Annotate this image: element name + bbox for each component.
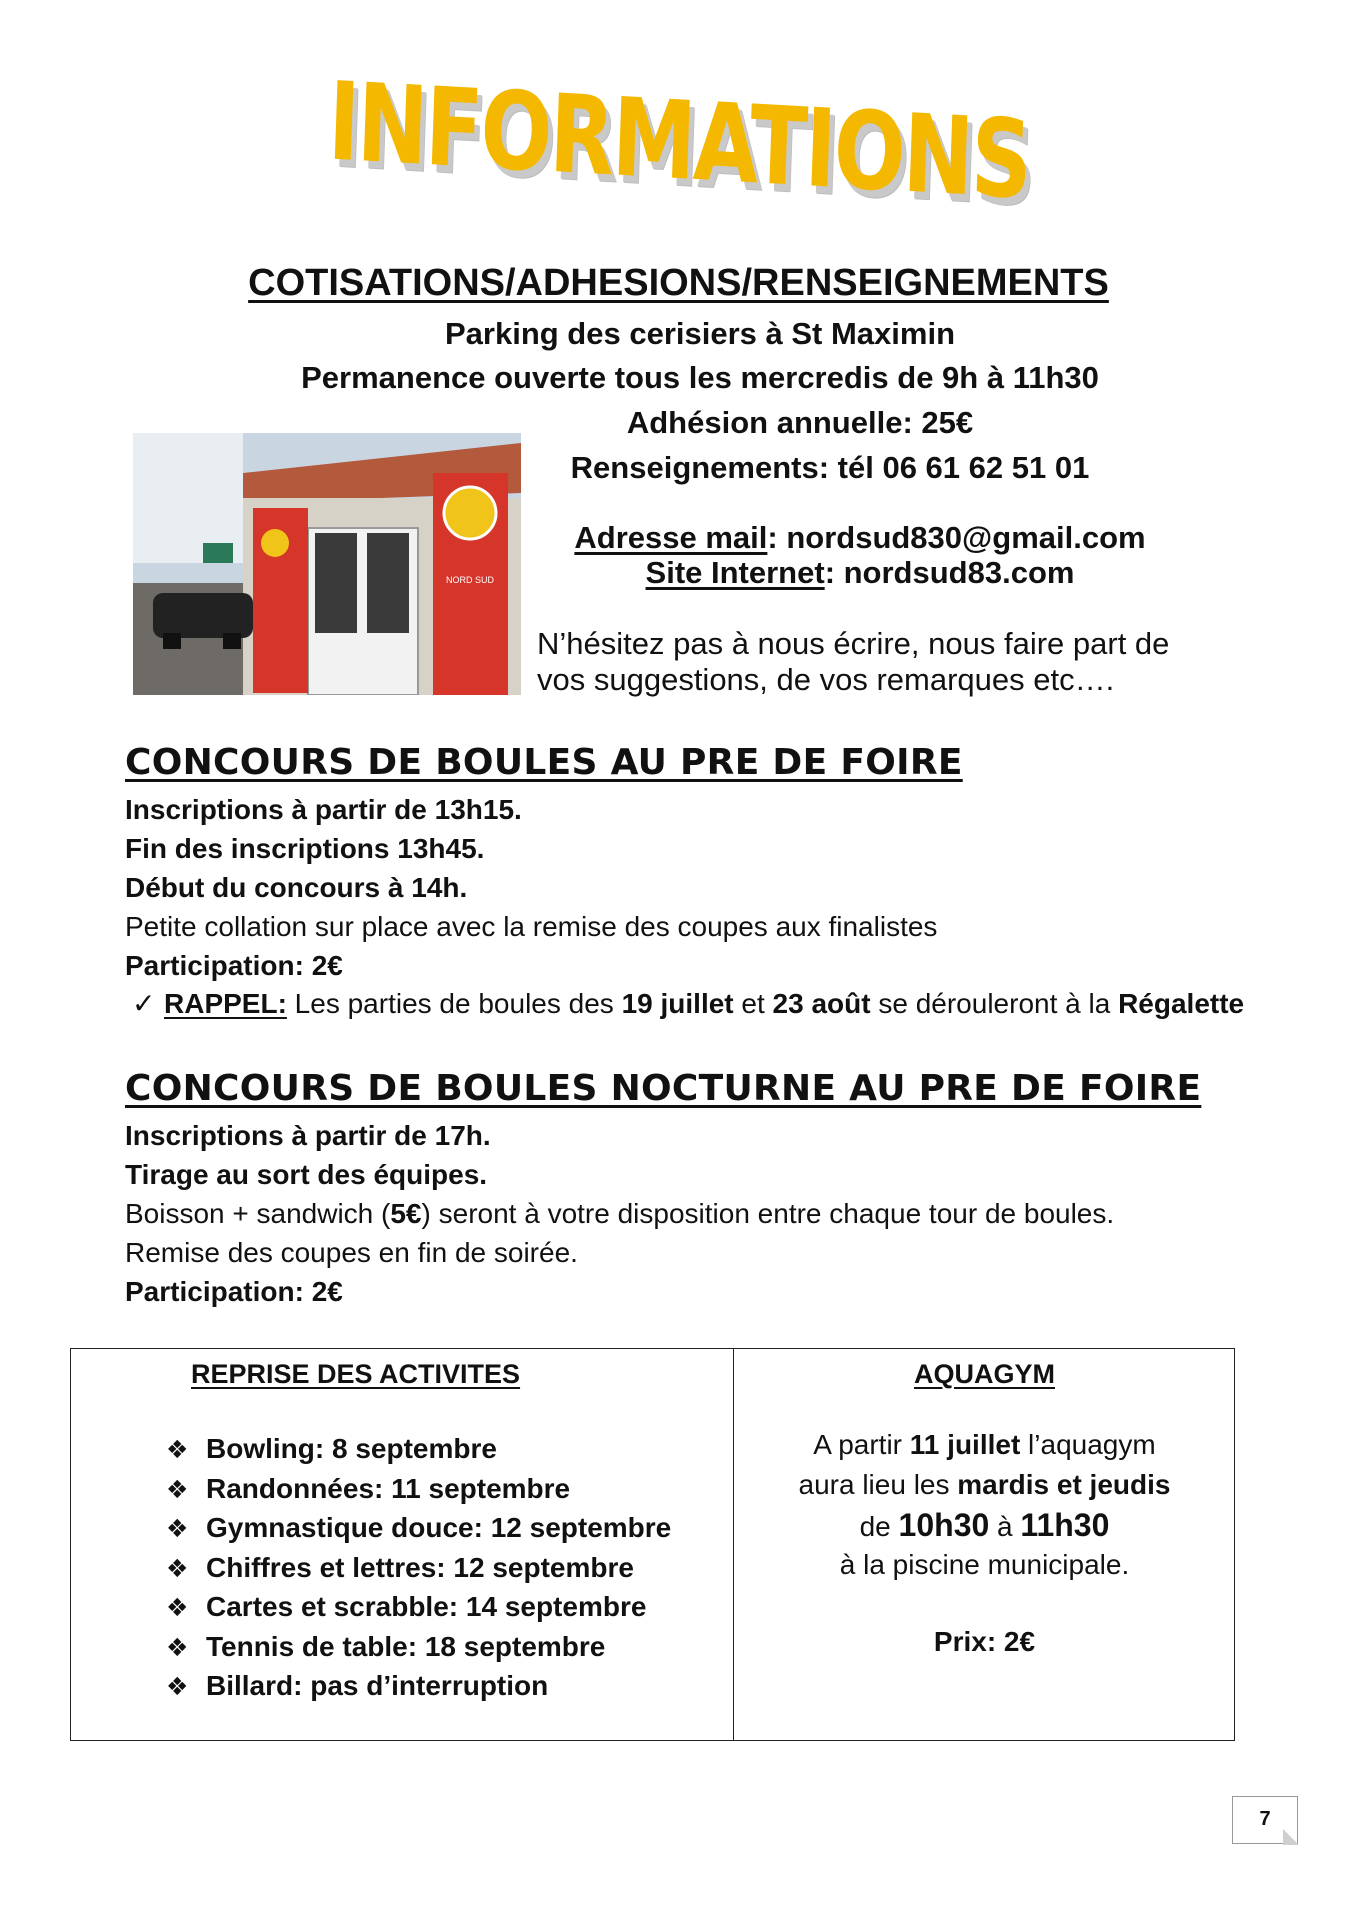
aqua-end-time: 11h30 — [1020, 1507, 1110, 1543]
rappel-label: RAPPEL: — [164, 988, 287, 1019]
note-line-2: vos suggestions, de vos remarques etc…. — [537, 662, 1115, 697]
nocturne-line-1: Inscriptions à partir de 17h. — [125, 1120, 491, 1151]
list-item — [166, 1469, 671, 1509]
list-item — [166, 1627, 671, 1667]
list-item — [166, 1548, 671, 1588]
office-photo — [133, 433, 521, 695]
note-line-1: N’hésitez pas à nous écrire, nous faire part de — [537, 626, 1170, 661]
website-value: : nordsud83.com — [824, 555, 1075, 590]
website-label: Site Internet — [645, 555, 825, 590]
aqua-text: l’aquagym — [1020, 1429, 1156, 1460]
website-line — [540, 555, 1180, 591]
aquagym-line-1 — [733, 1429, 1236, 1461]
nocturne-line-3a: Boisson + sandwich ( — [125, 1198, 391, 1229]
activity-label: Cartes et scrabble: 14 septembre — [206, 1591, 647, 1622]
activity-label: Chiffres et lettres: 12 septembre — [206, 1551, 634, 1583]
nocturne-line-4: Remise des coupes en fin de soirée. — [125, 1237, 578, 1268]
diamond-bullet-icon: ❖ — [166, 1633, 189, 1662]
nocturne-line-3b: ) seront à votre disposition entre chaque tour de boules. — [421, 1198, 1115, 1229]
list-item — [166, 1666, 671, 1706]
cotisations-phone: Renseignements: tél 06 61 62 51 01 — [570, 450, 1090, 485]
rappel-text-3: se dérouleront à la — [870, 988, 1119, 1019]
cotisations-heading: COTISATIONS/ADHESIONS/RENSEIGNEMENTS — [248, 262, 1109, 304]
nocturne-price: 5€ — [390, 1198, 422, 1229]
diamond-bullet-icon: ❖ — [166, 1554, 189, 1583]
aqua-days: mardis et jeudis — [957, 1469, 1171, 1500]
diamond-bullet-icon: ❖ — [166, 1475, 189, 1504]
boules-heading: CONCOURS DE BOULES AU PRE DE FOIRE — [125, 742, 963, 783]
email-label: Adresse mail — [574, 520, 768, 555]
aqua-start-time: 10h30 — [898, 1507, 990, 1543]
box-divider — [733, 1349, 734, 1740]
activities-list — [166, 1429, 671, 1706]
nocturne-line-3 — [125, 1198, 1114, 1230]
activity-label: Gymnastique douce: 12 septembre — [206, 1512, 672, 1543]
aquagym-line-4: à la piscine municipale. — [839, 1549, 1130, 1580]
boules-line-3: Début du concours à 14h. — [125, 872, 468, 903]
rappel-line — [132, 987, 1244, 1020]
title-block — [0, 59, 1357, 224]
email-value: : nordsud830@gmail.com — [767, 520, 1146, 555]
check-icon: ✓ — [132, 988, 156, 1019]
activity-label: Bowling: 8 septembre — [206, 1433, 497, 1464]
aquagym-line-2 — [733, 1469, 1236, 1501]
list-item — [166, 1429, 671, 1469]
aquagym-heading: AQUAGYM — [914, 1359, 1055, 1389]
diamond-bullet-icon: ❖ — [166, 1594, 189, 1622]
aqua-text: aura lieu les — [798, 1469, 958, 1500]
list-item — [166, 1587, 671, 1627]
nocturne-heading: CONCOURS DE BOULES NOCTURNE AU PRE DE FOIRE — [125, 1068, 1202, 1109]
activity-label: Billard: pas d’interruption — [206, 1670, 549, 1701]
aqua-date: 11 juillet — [909, 1429, 1021, 1460]
activity-label: Randonnées: 11 septembre — [206, 1472, 571, 1504]
reprise-heading: REPRISE DES ACTIVITES — [191, 1359, 521, 1389]
contact-note — [537, 626, 1257, 698]
boules-line-4: Petite collation sur place avec la remise des coupes aux finalistes — [125, 911, 938, 942]
aquagym-line-3 — [733, 1507, 1236, 1544]
activities-box — [70, 1348, 1235, 1741]
boules-line-5: Participation: 2€ — [125, 950, 343, 981]
rappel-date-1: 19 juillet — [621, 988, 734, 1019]
email-line — [540, 520, 1180, 556]
aqua-text: à — [989, 1511, 1021, 1542]
page-number — [1232, 1796, 1298, 1844]
nocturne-line-5: Participation: 2€ — [125, 1276, 343, 1307]
list-item — [166, 1508, 671, 1548]
photo-banner-text: NORD SUD — [445, 575, 495, 585]
cotisations-hours: Permanence ouverte tous les mercredis de 9h à 11h30 — [301, 360, 1099, 395]
cotisations-fee: Adhésion annuelle: 25€ — [626, 405, 974, 440]
aqua-text: de — [859, 1511, 899, 1542]
cotisations-location: Parking des cerisiers à St Maximin — [444, 316, 956, 351]
aquagym-price: Prix: 2€ — [933, 1626, 1036, 1657]
boules-line-2: Fin des inscriptions 13h45. — [125, 833, 485, 864]
diamond-bullet-icon: ❖ — [166, 1673, 189, 1701]
rappel-date-2: 23 août — [772, 988, 871, 1019]
activity-label: Tennis de table: 18 septembre — [206, 1630, 606, 1662]
diamond-bullet-icon: ❖ — [166, 1515, 189, 1543]
page-number-text: 7 — [1259, 1808, 1271, 1830]
boules-line-1: Inscriptions à partir de 13h15. — [125, 794, 522, 825]
page-title: INFORMATIONS — [325, 59, 1032, 224]
diamond-bullet-icon: ❖ — [166, 1436, 189, 1464]
nocturne-line-2: Tirage au sort des équipes. — [125, 1159, 488, 1190]
rappel-text-1: Les parties de boules des — [286, 988, 622, 1019]
page-fold-icon — [1283, 1829, 1299, 1845]
rappel-text-2: et — [733, 988, 773, 1019]
rappel-place: Régalette — [1118, 988, 1245, 1019]
aqua-text: A partir — [813, 1429, 910, 1460]
